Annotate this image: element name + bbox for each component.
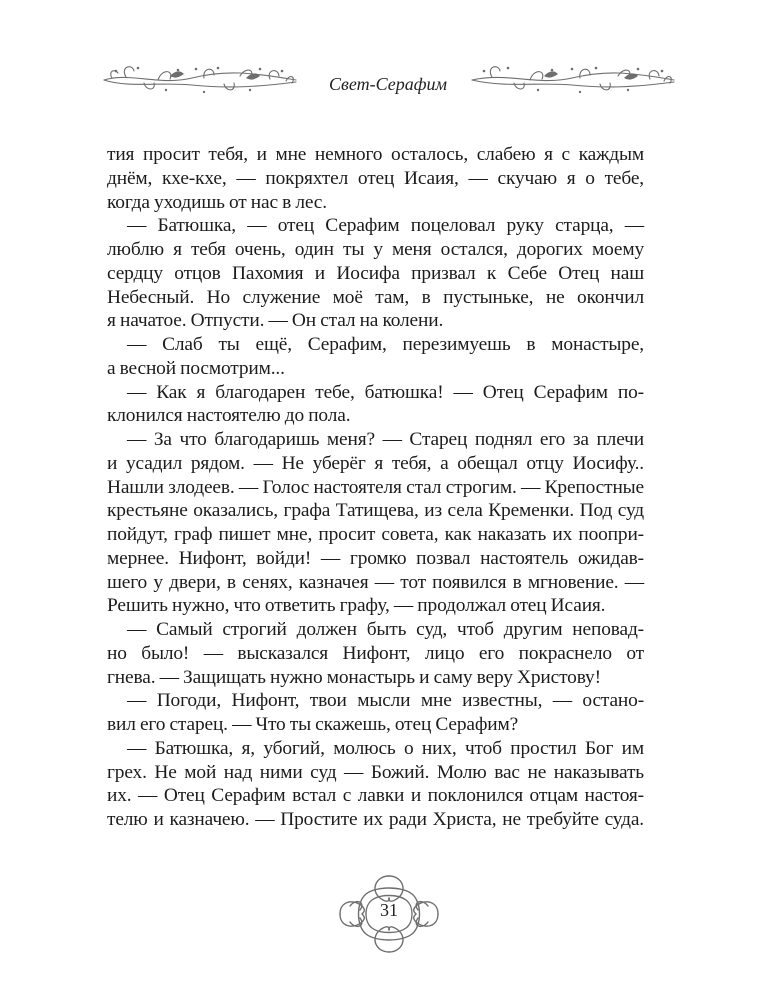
text-line: Решить нужно, что ответить графу, — продолжал отец Исаия. bbox=[107, 595, 606, 617]
text-line: сердцу отцов Пахомия и Иосифа призвал к Себе Отец наш bbox=[107, 262, 644, 284]
text-line: — Слаб ты ещё, Серафим, перезимуешь в монастыре, bbox=[127, 334, 644, 355]
text-line: мернее. Нифонт, войди! — громко позвал настоятель ожидав- bbox=[107, 547, 644, 569]
text-line: — Батюшка, — отец Серафим поцеловал руку старца, — bbox=[127, 215, 644, 237]
text-line: телю и казначею. — Простите их ради Христа, не требуйте суда. bbox=[107, 809, 644, 830]
page-number: 31 bbox=[380, 900, 398, 920]
text-line: крестьяне оказались, графа Татищева, из села Кременки. Под суд bbox=[107, 500, 644, 522]
page-header bbox=[0, 56, 778, 102]
text-line: грех. Не мой над ними суд — Божий. Молю вас не наказывать bbox=[107, 761, 644, 783]
left-floral-ornament bbox=[100, 56, 300, 102]
text-line: гнева. — Защищать нужно монастырь и саму веру Христову! bbox=[107, 666, 601, 688]
right-floral-ornament bbox=[468, 56, 678, 102]
text-line: Небесный. Но служение моё там, в пустыньке, не окончил bbox=[107, 286, 644, 308]
body-text bbox=[107, 143, 644, 832]
running-head-title: Свет-Серафим bbox=[329, 74, 447, 94]
text-line: вил его старец. — Что ты скажешь, отец Серафим? bbox=[107, 714, 519, 735]
text-line: клонился настоятелю до пола. bbox=[107, 405, 351, 427]
text-line: а весной посмотрим... bbox=[107, 357, 285, 379]
text-line: и усадил рядом. — Не уберёг я тебя, а обещал отцу Иосифу.. bbox=[107, 452, 644, 474]
text-line: — Самый строгий должен быть суд, чтоб другим неповад- bbox=[127, 619, 644, 640]
text-line: когда уходишь от нас в лес. bbox=[107, 191, 327, 213]
text-line: пойдут, граф пишет мне, просит совета, как наказать их поопри- bbox=[107, 524, 644, 545]
text-line: — Как я благодарен тебе, батюшка! — Отец Серафим по- bbox=[127, 381, 644, 403]
text-line: — Погоди, Нифонт, твои мысли мне известны, — остано- bbox=[127, 690, 644, 712]
text-line: шего у двери, в сенях, казначея — тот появился в мгновение. — bbox=[107, 571, 644, 593]
text-line: их. — Отец Серафим встал с лавки и поклонился отцам настоя- bbox=[107, 785, 644, 807]
text-line: люблю я тебя очень, один ты у меня остался, дорогих моему bbox=[107, 239, 644, 260]
text-line: — За что благодаришь меня? — Старец поднял его за плечи bbox=[127, 429, 644, 450]
text-line: но было! — высказался Нифонт, лицо его покраснело от bbox=[107, 642, 644, 664]
text-line: Нашли злодеев. — Голос настоятеля стал строгим. — Крепостные bbox=[107, 476, 644, 498]
text-line: днём, кхе-кхе, — покряхтел отец Исаия, — скучаю я о тебе, bbox=[107, 167, 644, 189]
text-line: тия просит тебя, и мне немного осталось, слабею я с каждым bbox=[107, 144, 644, 165]
text-line: — Батюшка, я, убогий, молюсь о них, чтоб простил Бог им bbox=[127, 737, 644, 759]
text-line: я начатое. Отпусти. — Он стал на колени. bbox=[107, 310, 444, 332]
